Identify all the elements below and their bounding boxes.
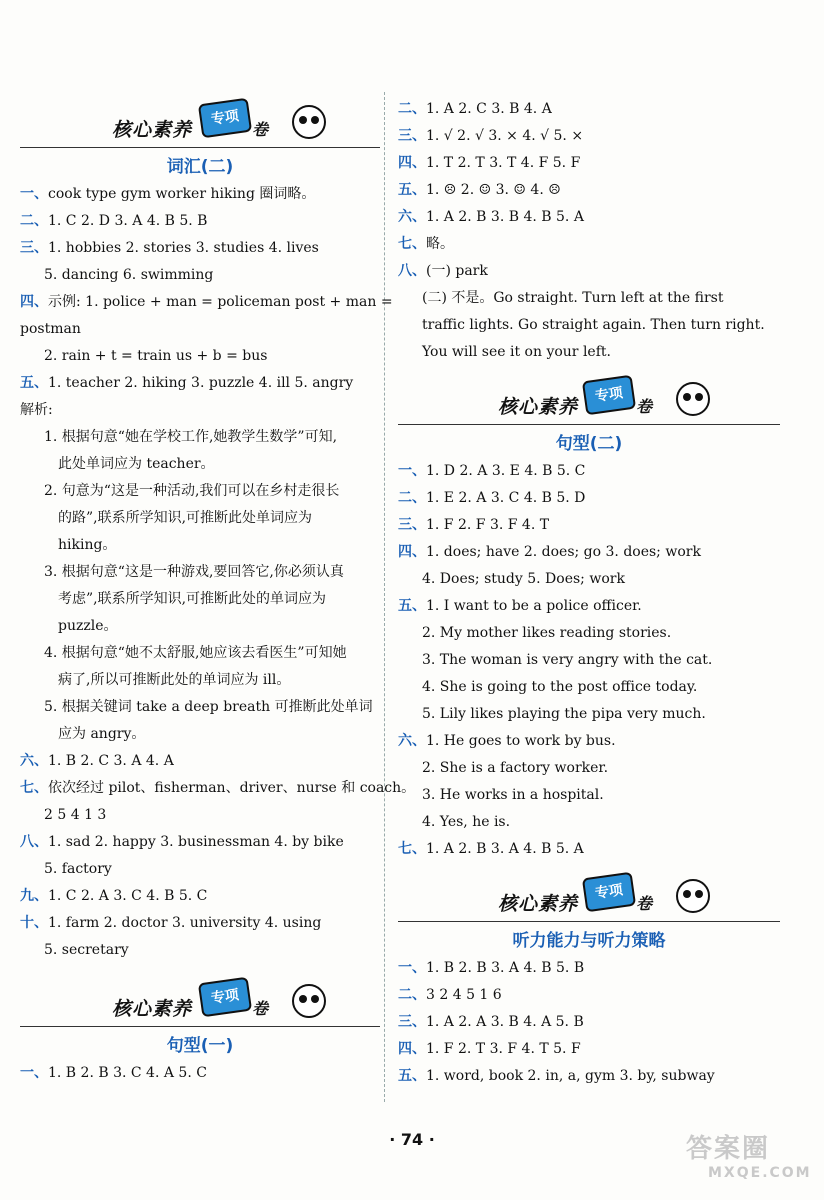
answer-line — [20, 613, 380, 640]
answer-text: 略。 — [426, 236, 454, 252]
answer-text: (二) 不是。Go straight. Turn left at the first — [422, 290, 724, 306]
badge-text: 核心素养 — [112, 998, 193, 1020]
answer-line — [20, 343, 380, 370]
answer-list-sentence1 — [20, 1060, 380, 1087]
answer-text: 1. E 2. A 3. C 4. B 5. D — [426, 490, 586, 506]
panda-mascot-icon — [292, 105, 326, 139]
answer-line — [398, 1009, 780, 1036]
answer-text: 1. A 2. A 3. B 4. A 5. B — [426, 1014, 584, 1030]
answer-text: 1. F 2. T 3. F 4. T 5. F — [426, 1041, 581, 1057]
question-number-label: 四、 — [20, 294, 48, 310]
answer-text: 4. 根据句意“她不太舒服,她应该去看医生”可知她 — [44, 645, 347, 661]
answer-line — [20, 775, 416, 802]
answer-text: 1. A 2. B 3. B 4. B 5. A — [426, 209, 584, 225]
question-number-label: 三、 — [398, 1014, 426, 1030]
badge-tv-icon: 专项 — [198, 98, 252, 139]
question-number-label: 二、 — [20, 213, 48, 229]
watermark-main: 答案圈 — [686, 1134, 771, 1164]
question-number-label: 二、 — [398, 490, 426, 506]
answer-line — [398, 701, 780, 728]
answer-text: 1. word, book 2. in, a, gym 3. by, subway — [426, 1068, 715, 1084]
answer-text: 1. I want to be a police officer. — [426, 598, 642, 614]
answer-line — [20, 883, 380, 910]
answer-line — [20, 640, 380, 667]
question-number-label: 一、 — [20, 1065, 48, 1081]
section-title-listening: 听力能力与听力策略 — [512, 931, 666, 951]
question-number-label: 七、 — [20, 780, 48, 796]
answer-line — [398, 96, 780, 123]
question-number-label: 八、 — [398, 263, 426, 279]
answer-line — [20, 802, 380, 829]
answer-line — [20, 694, 380, 721]
answer-line — [398, 312, 780, 339]
answer-text: 1. sad 2. happy 3. businessman 4. by bike — [48, 834, 344, 850]
answer-line — [398, 1063, 780, 1090]
answer-line — [20, 1060, 380, 1087]
section-badge — [398, 376, 780, 425]
answer-line — [20, 667, 380, 694]
answer-text: 3. 根据句意“这是一种游戏,要回答它,你必须认真 — [44, 564, 344, 580]
panda-mascot-icon — [676, 879, 710, 913]
answer-line — [398, 674, 780, 701]
answer-text: puzzle。 — [58, 618, 118, 634]
answer-text: 2 5 4 1 3 — [44, 807, 107, 823]
question-number-label: 八、 — [20, 834, 48, 850]
section-title-sentence2: 句型(二) — [555, 434, 623, 454]
answer-text: 解析: — [20, 402, 53, 418]
answer-text: 示例: 1. police + man = policeman post + man = — [48, 294, 393, 310]
question-number-label: 五、 — [20, 375, 48, 391]
badge-suffix: 卷 — [636, 894, 653, 913]
question-number-label: 六、 — [398, 209, 426, 225]
answer-line — [20, 424, 380, 451]
right-column — [398, 96, 780, 1090]
answer-text: postman — [20, 321, 81, 337]
answer-line — [20, 235, 380, 262]
answer-text: 1. teacher 2. hiking 3. puzzle 4. ill 5. angry — [48, 375, 354, 391]
answer-line — [398, 782, 780, 809]
answer-text: 4. Yes, he is. — [422, 814, 511, 830]
section-badge — [20, 99, 380, 148]
answer-line — [398, 566, 780, 593]
answer-text: 3 2 4 5 1 6 — [426, 987, 502, 1003]
answer-text: 1. C 2. D 3. A 4. B 5. B — [48, 213, 208, 229]
question-number-label: 四、 — [398, 544, 426, 560]
answer-text: 1. D 2. A 3. E 4. B 5. C — [426, 463, 586, 479]
answer-text: 的路”,联系所学知识,可推断此处单词应为 — [58, 510, 313, 526]
answer-text: 1. farm 2. doctor 3. university 4. using — [48, 915, 322, 931]
page-number: · 74 · — [389, 1130, 435, 1149]
badge-text: 核心素养 — [498, 893, 579, 915]
question-number-label: 九、 — [20, 888, 48, 904]
answer-line — [20, 532, 380, 559]
answer-text: 1. hobbies 2. stories 3. studies 4. lives — [48, 240, 319, 256]
answer-line — [398, 955, 780, 982]
answer-text: 应为 angry。 — [58, 726, 146, 742]
answer-text: 1. does; have 2. does; go 3. does; work — [426, 544, 701, 560]
answer-text: 1. C 2. A 3. C 4. B 5. C — [48, 888, 208, 904]
answer-list-vocab2 — [20, 181, 416, 964]
answer-line — [398, 539, 780, 566]
answer-text: 2. My mother likes reading stories. — [422, 625, 672, 641]
answer-line — [20, 559, 380, 586]
answer-line — [398, 836, 780, 863]
answer-text: 5. factory — [44, 861, 112, 877]
answer-text: hiking。 — [58, 537, 117, 553]
answer-line — [398, 620, 780, 647]
panda-mascot-icon — [676, 382, 710, 416]
watermark-logo — [686, 1128, 812, 1184]
answer-text: 1. He goes to work by bus. — [426, 733, 616, 749]
answer-text: 1. √ 2. √ 3. × 4. √ 5. × — [426, 128, 584, 144]
question-number-label: 一、 — [398, 463, 426, 479]
answer-text: 4. Does; study 5. Does; work — [422, 571, 625, 587]
badge-suffix: 卷 — [252, 120, 269, 139]
badge-tv-icon: 专项 — [582, 872, 636, 913]
answer-text: 病了,所以可推断此处的单词应为 ill。 — [58, 672, 291, 688]
answer-text: 5. dancing 6. swimming — [44, 267, 214, 283]
answer-line — [20, 910, 380, 937]
answer-line — [20, 937, 380, 964]
answer-line — [398, 258, 780, 285]
answer-text: 5. secretary — [44, 942, 129, 958]
question-number-label: 二、 — [398, 987, 426, 1003]
question-number-label: 六、 — [20, 753, 48, 769]
column-divider — [384, 92, 385, 1102]
section-badge — [20, 978, 380, 1027]
answer-line — [398, 512, 780, 539]
answer-text: 4. She is going to the post office today. — [422, 679, 698, 695]
answer-line — [398, 809, 780, 836]
question-number-label: 四、 — [398, 155, 426, 171]
question-number-label: 一、 — [20, 186, 48, 202]
answer-text: You will see it on your left. — [422, 344, 611, 360]
badge-tv-icon: 专项 — [582, 375, 636, 416]
badge-tv-icon: 专项 — [198, 977, 252, 1018]
badge-suffix: 卷 — [636, 397, 653, 416]
answer-line — [20, 262, 380, 289]
panda-mascot-icon — [292, 984, 326, 1018]
answer-line — [398, 728, 780, 755]
answer-text: 5. 根据关键词 take a deep breath 可推断此处单词 — [44, 699, 373, 715]
answer-text: cook type gym worker hiking 圈词略。 — [48, 186, 316, 202]
watermark-sub: MXQE.COM — [708, 1165, 812, 1181]
answer-line — [20, 451, 380, 478]
answer-line — [20, 397, 380, 424]
answer-text: 1. T 2. T 3. T 4. F 5. F — [426, 155, 581, 171]
question-number-label: 七、 — [398, 236, 426, 252]
answer-line — [20, 370, 380, 397]
answer-line — [398, 458, 780, 485]
question-number-label: 二、 — [398, 101, 426, 117]
answer-line — [398, 177, 780, 204]
answer-text: 1. B 2. C 3. A 4. A — [48, 753, 174, 769]
question-number-label: 三、 — [398, 517, 426, 533]
answer-line — [398, 339, 780, 366]
answer-text: 1. B 2. B 3. A 4. B 5. B — [426, 960, 585, 976]
answer-text: 5. Lily likes playing the pipa very much. — [422, 706, 706, 722]
question-number-label: 五、 — [398, 1068, 426, 1084]
answer-line — [20, 748, 380, 775]
answer-text: 2. rain + t = train us + b = bus — [44, 348, 268, 364]
answer-text: traffic lights. Go straight again. Then turn right. — [422, 317, 765, 333]
answer-line — [398, 1036, 780, 1063]
badge-text: 核心素养 — [112, 119, 193, 141]
answer-line — [20, 316, 380, 343]
answer-line — [20, 829, 380, 856]
answer-line — [20, 181, 380, 208]
answer-line — [20, 289, 393, 316]
question-number-label: 七、 — [398, 841, 426, 857]
answer-text: 3. The woman is very angry with the cat. — [422, 652, 713, 668]
answer-line — [20, 478, 380, 505]
badge-text: 核心素养 — [498, 396, 579, 418]
answer-text: 3. He works in a hospital. — [422, 787, 604, 803]
answer-text: 2. She is a factory worker. — [422, 760, 609, 776]
answer-line — [398, 982, 780, 1009]
answer-line — [398, 485, 780, 512]
answer-text: 1. ☹ 2. ☺ 3. ☺ 4. ☹ — [426, 182, 561, 198]
answer-text: 1. A 2. C 3. B 4. A — [426, 101, 552, 117]
answer-text: 2. 句意为“这是一种活动,我们可以在乡村走很长 — [44, 483, 340, 499]
answer-line — [398, 231, 780, 258]
section-title-sentence1: 句型(一) — [166, 1036, 234, 1056]
left-column — [20, 95, 416, 1087]
answer-line — [398, 285, 780, 312]
section-title-vocab2: 词汇(二) — [166, 157, 234, 177]
question-number-label: 一、 — [398, 960, 426, 976]
question-number-label: 十、 — [20, 915, 48, 931]
question-number-label: 三、 — [398, 128, 426, 144]
answer-text: 1. A 2. B 3. A 4. B 5. A — [426, 841, 584, 857]
question-number-label: 四、 — [398, 1041, 426, 1057]
answer-line — [20, 721, 380, 748]
answer-line — [20, 208, 380, 235]
answer-line — [398, 204, 780, 231]
answer-line — [20, 505, 380, 532]
answer-line — [398, 150, 780, 177]
answer-list-listening — [398, 955, 780, 1090]
question-number-label: 三、 — [20, 240, 48, 256]
answer-line — [398, 647, 780, 674]
answer-text: 此处单词应为 teacher。 — [58, 456, 215, 472]
answer-list-continued — [398, 96, 780, 366]
answer-list-sentence2 — [398, 458, 780, 863]
question-number-label: 五、 — [398, 598, 426, 614]
answer-line — [20, 856, 380, 883]
section-badge — [398, 873, 780, 922]
answer-text: 考虑”,联系所学知识,可推断此处的单词应为 — [58, 591, 327, 607]
badge-suffix: 卷 — [252, 999, 269, 1018]
answer-text: 1. 根据句意“她在学校工作,她教学生数学”可知, — [44, 429, 338, 445]
answer-line — [398, 123, 780, 150]
answer-line — [20, 586, 380, 613]
answer-text: 1. F 2. F 3. F 4. T — [426, 517, 550, 533]
answer-text: 1. B 2. B 3. C 4. A 5. C — [48, 1065, 207, 1081]
answer-line — [398, 593, 780, 620]
answer-line — [398, 755, 780, 782]
answer-text: (一) park — [426, 263, 488, 279]
question-number-label: 六、 — [398, 733, 426, 749]
answer-text: 依次经过 pilot、fisherman、driver、nurse 和 coach。 — [48, 780, 416, 796]
question-number-label: 五、 — [398, 182, 426, 198]
